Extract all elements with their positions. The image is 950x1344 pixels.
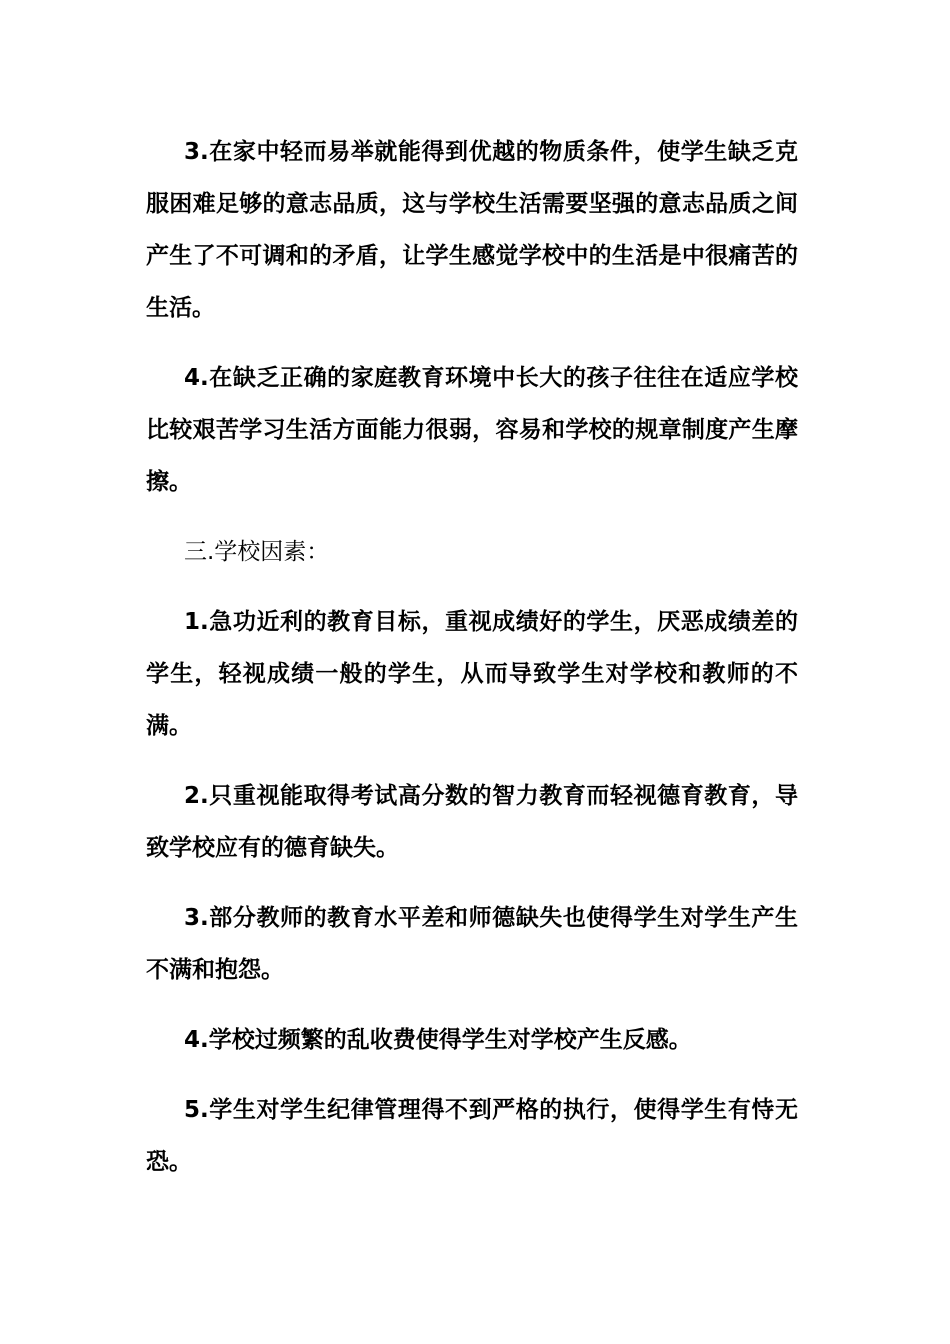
paragraph-school-item-1: 1.急功近利的教育目标，重视成绩好的学生，厌恶成绩差的学生，轻视成绩一般的学生，从而导致学生对学校和教师的不满。 <box>146 609 798 739</box>
paragraph-gap <box>146 508 798 526</box>
document-body <box>146 126 798 1188</box>
paragraph-family-item-3: 3.在家中轻而易举就能得到优越的物质条件，使学生缺乏克服困难足够的意志品质，这与学校生活需要坚强的意志品质之间产生了不可调和的矛盾，让学生感觉学校中的生活是中很痛苦的生活。 <box>146 139 798 321</box>
paragraph-gap <box>146 578 798 596</box>
paragraph-gap <box>146 334 798 352</box>
paragraph-family-item-4: 4.在缺乏正确的家庭教育环境中长大的孩子往往在适应学校比较艰苦学习生活方面能力很弱，容易和学校的规章制度产生摩擦。 <box>146 365 798 495</box>
section-heading-school-factors: 三.学校因素： <box>184 539 330 565</box>
paragraph-school-item-3: 3.部分教师的教育水平差和师德缺失也使得学生对学生产生不满和抱怨。 <box>146 905 798 983</box>
paragraph-school-item-2: 2.只重视能取得考试高分数的智力教育而轻视德育教育，导致学校应有的德育缺失。 <box>146 783 798 861</box>
paragraph-gap <box>146 1066 798 1084</box>
paragraph-gap <box>146 996 798 1014</box>
paragraph-gap <box>146 874 798 892</box>
paragraph-school-item-5: 5.学生对学生纪律管理得不到严格的执行，使得学生有恃无恐。 <box>146 1097 798 1175</box>
paragraph-gap <box>146 752 798 770</box>
paragraph-school-item-4: 4.学校过频繁的乱收费使得学生对学校产生反感。 <box>184 1027 692 1053</box>
